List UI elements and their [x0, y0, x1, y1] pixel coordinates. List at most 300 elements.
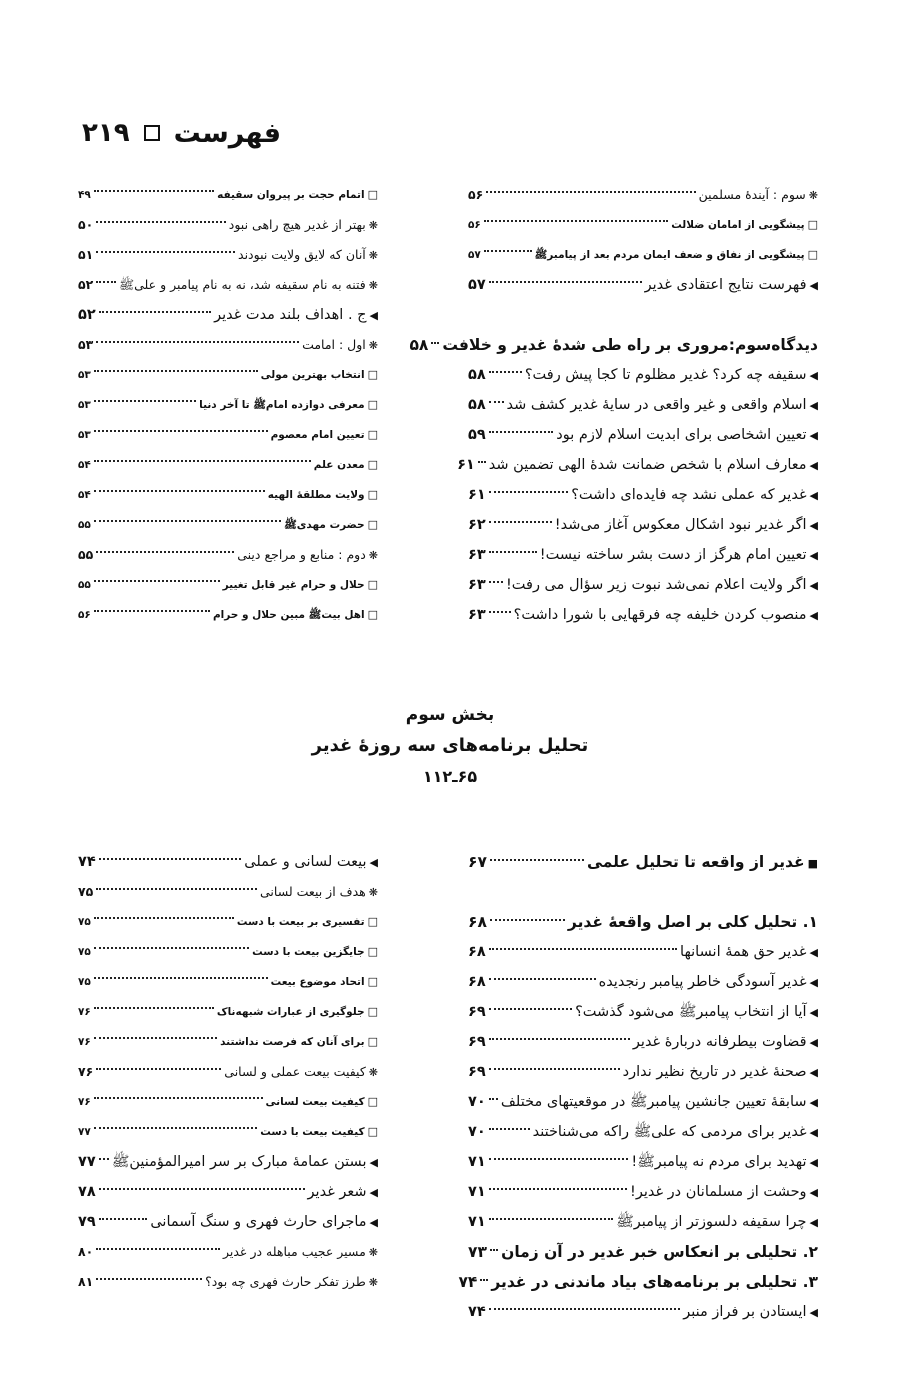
toc-entry [78, 1147, 378, 1177]
toc-entry [78, 450, 378, 480]
toc-entry [468, 1297, 818, 1327]
bullet-icon: ◀ [809, 1156, 818, 1169]
toc-entry-title: انتخاب بهترین مولی [260, 369, 365, 381]
toc-entry-title: صحنۀ غدیر در تاریخ نظیر ندارد [622, 1064, 807, 1080]
toc-entry [78, 210, 378, 240]
bullet-icon: ◀ [809, 279, 818, 292]
toc-entry-page: ۶۹ [468, 1034, 486, 1050]
toc-entry-page: ۶۱ [457, 457, 475, 473]
toc-entry-page: ۷۱ [468, 1154, 486, 1170]
section-heading [0, 700, 900, 792]
bullet-icon: ◀ [809, 549, 818, 562]
bullet-icon: ◀ [809, 609, 818, 622]
dot-leader [96, 551, 234, 553]
toc-entry-page: ۵۸ [468, 367, 486, 383]
toc-entry [78, 540, 378, 570]
dot-leader [480, 1279, 488, 1281]
dot-leader [94, 1127, 257, 1129]
toc-entry-page: ۷۹ [78, 1214, 96, 1230]
bullet-icon: ◀ [369, 856, 378, 869]
toc-entry-page: ۷۶ [78, 1006, 91, 1018]
bullet-icon: ◀ [809, 459, 818, 472]
toc-entry-title: اول : امامت [302, 337, 366, 352]
dot-leader [484, 250, 532, 252]
toc-entry [458, 1267, 818, 1297]
toc-entry-title: تعیین اشخاصی برای ابدیت اسلام لازم بود [556, 427, 807, 443]
bullet-icon: ◀ [809, 399, 818, 412]
bullet-icon: ◀ [369, 309, 378, 322]
dot-leader [490, 1249, 498, 1251]
toc-entry [78, 480, 378, 510]
toc-entry-page: ۴۹ [78, 189, 91, 201]
bullet-icon: ◀ [809, 1126, 818, 1139]
toc-entry-page: ۷۴ [78, 854, 96, 870]
toc-entry-title: ایستادن بر فراز منبر [683, 1304, 807, 1320]
section-label: بخش سوم [405, 705, 495, 725]
bullet-icon: ◀ [809, 1186, 818, 1199]
toc-entry-title: ماجرای حارث فهری و سنگ آسمانی [150, 1214, 367, 1230]
toc-entry [468, 480, 818, 510]
toc-entry-title: دیدگاه‌سوم:مروری بر راه طی شدۀ غدیر و خلافت [442, 336, 818, 354]
toc-entry [468, 907, 818, 937]
toc-entry-page: ۵۷ [468, 277, 486, 293]
bullet-icon: □ [367, 398, 378, 411]
toc-entry [468, 180, 818, 210]
toc-entry-page: ۷۶ [78, 1096, 91, 1108]
dot-leader [489, 1218, 614, 1220]
toc-entry-page: ۵۳ [78, 399, 91, 411]
toc-entry-page: ۵۳ [78, 429, 91, 441]
dot-leader [478, 461, 486, 463]
toc-entry [468, 1027, 818, 1057]
toc-entry-title: کیفیت بیعت عملی و لسانی [224, 1064, 366, 1079]
dot-leader [99, 1158, 109, 1160]
toc-entry-title: اتحاد موضوع بیعت [270, 976, 365, 988]
toc-entry [78, 907, 378, 937]
dot-leader [94, 430, 268, 432]
toc-entry [468, 210, 818, 240]
dot-leader [96, 221, 226, 223]
bullet-icon: □ [367, 578, 378, 591]
bullet-icon: □ [367, 1035, 378, 1048]
toc-entry [468, 847, 818, 877]
toc-entry-title: بیعت لسانی و عملی [244, 854, 367, 870]
bullet-icon: ❋ [368, 1066, 378, 1079]
bullet-icon: ◀ [809, 976, 818, 989]
toc-entry-page: ۵۷ [468, 249, 481, 261]
toc-entry [78, 967, 378, 997]
toc-entry [78, 420, 378, 450]
dot-leader [94, 580, 220, 582]
bullet-icon: □ [367, 975, 378, 988]
square-ornament-icon [144, 125, 160, 141]
dot-leader [489, 581, 503, 583]
toc-entry [78, 270, 378, 300]
toc-entry-title: اسلام واقعی و غیر واقعی در سایۀ غدیر کشف شد [506, 397, 807, 413]
toc-entry [78, 180, 378, 210]
toc-entry-title: حلال و حرام غیر قابل تغییر [222, 579, 365, 591]
toc-entry-title: اگر ولایت اعلام نمی‌شد نبوت زیر سؤال می رفت! [505, 577, 807, 593]
toc-entry [468, 997, 818, 1027]
toc-bottom-left-column [78, 847, 378, 1297]
section-page-range: ۶۵ـ۱۱۲ [422, 767, 478, 786]
toc-entry-title: شعر غدیر [307, 1184, 367, 1200]
toc-entry-title: پیشگویی از نفاق و ضعف ایمان مردم بعد از پیامبرﷺ [534, 249, 805, 261]
dot-leader [96, 251, 235, 253]
toc-entry [468, 937, 818, 967]
bullet-icon: ◀ [809, 519, 818, 532]
dot-leader [96, 341, 299, 343]
toc-entry-page: ۶۹ [468, 1004, 486, 1020]
toc-entry [468, 510, 818, 540]
toc-entry-page: ۷۳ [468, 1243, 487, 1261]
dot-leader [96, 1068, 221, 1070]
dot-leader [96, 1278, 202, 1280]
bullet-icon: ◀ [809, 1096, 818, 1109]
toc-bottom-right-column [458, 847, 818, 1327]
toc-entry-page: ۷۱ [468, 1214, 486, 1230]
dot-leader [489, 1008, 572, 1010]
dot-leader [94, 947, 249, 949]
toc-entry-page: ۷۴ [458, 1273, 478, 1291]
toc-entry-title: برای آنان که فرصت نداشتند [220, 1036, 365, 1048]
toc-entry-title: آنان که لایق ولایت نبودند [238, 247, 366, 262]
toc-entry-page: ۷۱ [468, 1184, 486, 1200]
dot-leader [94, 370, 258, 372]
bullet-icon: □ [367, 1095, 378, 1108]
bullet-icon: □ [367, 488, 378, 501]
toc-entry-title: اتمام حجت بر پیروان سقیفه [217, 189, 365, 201]
toc-entry-page: ۷۵ [78, 946, 91, 958]
toc-entry-page: ۶۲ [468, 517, 486, 533]
bullet-icon: ■ [807, 857, 818, 870]
dot-leader [96, 1248, 220, 1250]
toc-entry [409, 330, 818, 360]
toc-entry-title: معرفی دوازده امامﷺ تا آخر دنیا [199, 399, 365, 411]
toc-entry [468, 1087, 818, 1117]
dot-leader [490, 859, 584, 861]
toc-entry-page: ۵۵ [78, 519, 91, 531]
toc-entry [78, 1027, 378, 1057]
toc-entry-title: سوم : آیندۀ مسلمین [698, 187, 806, 202]
toc-entry-page: ۵۰ [78, 217, 94, 232]
toc-entry-page: ۷۸ [78, 1184, 96, 1200]
toc-entry-page: ۵۶ [78, 609, 91, 621]
section-title: تحلیل برنامه‌های سه روزۀ غدیر [311, 735, 589, 756]
dot-leader [94, 190, 214, 192]
bullet-icon: ❋ [368, 886, 378, 899]
toc-entry-page: ۷۶ [78, 1036, 91, 1048]
toc-entry-title: هدف از بیعت لسانی [260, 884, 366, 899]
bullet-icon: ❋ [368, 279, 378, 292]
toc-entry [78, 937, 378, 967]
toc-entry [78, 847, 378, 877]
toc-entry-title: سقیفه چه کرد؟ غدیر مظلوم تا کجا پیش رفت؟ [524, 367, 807, 383]
dot-leader [489, 1098, 498, 1100]
bullet-icon: □ [367, 1125, 378, 1138]
dot-leader [94, 610, 210, 612]
bullet-icon: □ [807, 218, 818, 231]
toc-entry-title: فتنه به نام سقیفه شد، نه به نام پیامبر و علیﷺ [118, 277, 366, 292]
toc-entry-page: ۷۵ [78, 976, 91, 988]
toc-entry-page: ۶۸ [468, 944, 486, 960]
toc-entry-page: ۸۰ [78, 1244, 94, 1259]
toc-top-left-column [78, 180, 378, 630]
toc-entry-title: تعیین امام هرگز از دست بشر ساخته نیست! [539, 547, 807, 563]
dot-leader [489, 431, 554, 433]
bullet-icon: □ [807, 248, 818, 261]
bullet-icon: □ [367, 518, 378, 531]
dot-leader [489, 1068, 620, 1070]
toc-entry-title: غدیر آسودگی خاطر پیامبر رنجدیده [598, 974, 807, 990]
dot-leader [96, 281, 116, 283]
toc-entry [468, 420, 818, 450]
toc-entry-title: منصوب کردن خلیفه چه فرقهایی با شورا داشت؟ [513, 607, 807, 623]
toc-spacer [468, 877, 818, 907]
toc-entry [78, 1057, 378, 1087]
bullet-icon: ❋ [368, 249, 378, 262]
bullet-icon: □ [367, 915, 378, 928]
toc-entry-page: ۶۸ [468, 974, 486, 990]
toc-entry-title: تعیین امام معصوم [270, 429, 365, 441]
dot-leader [94, 1097, 263, 1099]
toc-entry-page: ۵۳ [78, 337, 94, 352]
toc-entry-page: ۶۱ [468, 487, 486, 503]
running-header [82, 116, 281, 150]
toc-entry [468, 1237, 818, 1267]
toc-entry-page: ۵۶ [468, 187, 484, 202]
toc-entry-page: ۵۵ [78, 547, 94, 562]
toc-entry-title: جلوگیری از عبارات شبهه‌ناک [216, 1006, 365, 1018]
toc-entry-title: معدن علم [313, 459, 365, 471]
toc-entry-title: اهل بیتﷺ مبین حلال و حرام [212, 609, 365, 621]
toc-entry [78, 240, 378, 270]
toc-entry-title: ولایت مطلقۀ الهیه [267, 489, 365, 501]
toc-entry-title: طرز تفکر حارث فهری چه بود؟ [205, 1274, 366, 1289]
toc-entry-page: ۷۶ [78, 1064, 94, 1079]
bullet-icon: □ [367, 945, 378, 958]
bullet-icon: □ [367, 188, 378, 201]
dot-leader [486, 191, 695, 193]
toc-entry-page: ۵۸ [468, 397, 486, 413]
bullet-icon: ◀ [809, 1306, 818, 1319]
toc-entry-title: بهتر از غدیر هیچ راهی نبود [228, 217, 366, 232]
toc-entry-title: کیفیت بیعت با دست [260, 1126, 365, 1138]
dot-leader [94, 977, 268, 979]
toc-entry-title: آیا از انتخاب پیامبرﷺ می‌شود گذشت؟ [575, 1004, 807, 1020]
toc-entry-title: ۲. تحلیلی بر انعکاس خبر غدیر در آن زمان [501, 1243, 818, 1261]
toc-entry-page: ۵۶ [468, 219, 481, 231]
bullet-icon: ❋ [368, 339, 378, 352]
toc-entry [468, 600, 818, 630]
toc-entry [78, 600, 378, 630]
bullet-icon: ◀ [809, 1066, 818, 1079]
toc-entry [78, 510, 378, 540]
dot-leader [94, 460, 311, 462]
toc-entry-page: ۵۱ [78, 247, 94, 262]
dot-leader [489, 1158, 629, 1160]
toc-entry [468, 1117, 818, 1147]
toc-entry-page: ۵۳ [78, 369, 91, 381]
bullet-icon: ❋ [368, 1276, 378, 1289]
dot-leader [489, 281, 642, 283]
toc-entry [468, 360, 818, 390]
toc-entry [468, 967, 818, 997]
toc-entry-title: غدیر که عملی نشد چه فایده‌ای داشت؟ [571, 487, 807, 503]
bullet-icon: ◀ [809, 1036, 818, 1049]
bullet-icon: ◀ [809, 489, 818, 502]
toc-entry-page: ۶۷ [468, 853, 487, 871]
toc-entry-page: ۶۳ [468, 547, 486, 563]
bullet-icon: □ [367, 428, 378, 441]
toc-top-right-column [409, 180, 818, 630]
toc-entry-page: ۵۴ [78, 489, 91, 501]
toc-entry-title: بستن عمامۀ مبارک بر سر امیرالمؤمنینﷺ [111, 1154, 367, 1170]
dot-leader [431, 342, 439, 344]
dot-leader [489, 1308, 681, 1310]
toc-entry-title: معارف اسلام با شخص ضمانت شدۀ الهی تضمین شد [488, 457, 807, 473]
dot-leader [94, 490, 265, 492]
toc-entry [78, 300, 378, 330]
toc-entry [78, 570, 378, 600]
toc-entry-page: ۷۷ [78, 1126, 91, 1138]
toc-entry-title: حضرت مهدیﷺ [284, 519, 365, 531]
bullet-icon: ◀ [809, 1216, 818, 1229]
toc-spacer [468, 300, 818, 330]
dot-leader [489, 1128, 530, 1130]
bullet-icon: ❋ [368, 1246, 378, 1259]
toc-entry-title: اگر غدیر نبود اشکال معکوس آغاز می‌شد! [554, 517, 807, 533]
toc-entry [468, 390, 818, 420]
dot-leader [489, 948, 677, 950]
toc-entry [78, 1177, 378, 1207]
toc-entry [78, 1087, 378, 1117]
toc-entry-title: قضاوت بیطرفانه دربارۀ غدیر [632, 1034, 807, 1050]
toc-entry [78, 1117, 378, 1147]
toc-entry [78, 1207, 378, 1237]
bullet-icon: ◀ [809, 429, 818, 442]
bullet-icon: □ [367, 458, 378, 471]
toc-entry-page: ۶۳ [468, 577, 486, 593]
toc-entry-page: ۵۴ [78, 459, 91, 471]
toc-entry-title: ۳. تحلیلی بر برنامه‌های بیاد ماندنی در غدیر [491, 1273, 818, 1291]
bullet-icon: ◀ [369, 1216, 378, 1229]
dot-leader [489, 611, 511, 613]
toc-entry-title: تفسیری بر بیعت با دست [236, 916, 365, 928]
toc-entry-title: غدیر از واقعه تا تحلیل علمی [587, 853, 805, 871]
toc-entry-page: ۶۸ [468, 913, 487, 931]
bullet-icon: ◀ [809, 1006, 818, 1019]
toc-entry [457, 450, 818, 480]
toc-entry-title: جایگزین بیعت با دست [252, 946, 365, 958]
toc-entry-title: فهرست نتایج اعتقادی غدیر [644, 277, 807, 293]
toc-entry [468, 1207, 818, 1237]
dot-leader [489, 551, 537, 553]
dot-leader [489, 491, 568, 493]
dot-leader [489, 521, 552, 523]
toc-entry [468, 570, 818, 600]
toc-entry-title: پیشگویی از امامان ضلالت [671, 219, 805, 231]
toc-entry-page: ۵۵ [78, 579, 91, 591]
toc-entry-title: چرا سقیفه دلسوزتر از پیامبرﷺ [616, 1214, 807, 1230]
toc-entry-page: ۶۳ [468, 607, 486, 623]
dot-leader [94, 917, 234, 919]
toc-entry-title: غدیر برای مردمی که علیﷺ راکه می‌شناختند [532, 1124, 807, 1140]
toc-entry [78, 360, 378, 390]
dot-leader [94, 1007, 214, 1009]
toc-entry-page: ۸۱ [78, 1274, 94, 1289]
toc-entry [78, 1267, 378, 1297]
toc-entry-page: ۷۵ [78, 884, 94, 899]
toc-entry-page: ۵۲ [78, 277, 94, 292]
dot-leader [489, 1188, 627, 1190]
bullet-icon: ◀ [809, 369, 818, 382]
dot-leader [99, 858, 242, 860]
toc-entry-page: ۶۹ [468, 1064, 486, 1080]
toc-entry [468, 270, 818, 300]
toc-entry-title: غدیر حق همۀ انسانها [680, 944, 807, 960]
bullet-icon: ◀ [369, 1186, 378, 1199]
toc-entry [78, 877, 378, 907]
dot-leader [489, 978, 596, 980]
dot-leader [99, 1218, 148, 1220]
toc-entry-page: ۷۴ [468, 1304, 486, 1320]
bullet-icon: ◀ [809, 579, 818, 592]
toc-entry-page: ۷۰ [468, 1094, 486, 1110]
dot-leader [94, 400, 196, 402]
dot-leader [489, 401, 504, 403]
toc-entry-page: ۷۰ [468, 1124, 486, 1140]
bullet-icon: □ [367, 368, 378, 381]
dot-leader [96, 888, 257, 890]
dot-leader [489, 1038, 630, 1040]
toc-entry-title: سابقۀ تعیین جانشین پیامبرﷺ در موقعیتهای مختلف [500, 1094, 807, 1110]
toc-entry [468, 1147, 818, 1177]
bullet-icon: □ [367, 608, 378, 621]
toc-entry [468, 1057, 818, 1087]
toc-entry [468, 1177, 818, 1207]
dot-leader [490, 919, 565, 921]
dot-leader [489, 371, 522, 373]
toc-entry-title: تهدید برای مردم نه پیامبرﷺ! [631, 1154, 807, 1170]
dot-leader [99, 1188, 305, 1190]
bullet-icon: ❋ [368, 549, 378, 562]
bullet-icon: ❋ [808, 189, 818, 202]
header-title: فهرست [173, 117, 282, 149]
toc-entry-title: دوم : منابع و مراجع دینی [237, 547, 366, 562]
page-number: ۲۱۹ [82, 118, 130, 148]
toc-entry-title: وحشت از مسلمانان در غدیر! [630, 1184, 807, 1200]
bullet-icon: ◀ [809, 946, 818, 959]
dot-leader [94, 1037, 217, 1039]
toc-entry [468, 540, 818, 570]
toc-entry-page: ۵۹ [468, 427, 486, 443]
toc-entry [78, 390, 378, 420]
dot-leader [99, 311, 211, 313]
dot-leader [94, 520, 281, 522]
toc-entry-page: ۵۸ [409, 336, 429, 354]
toc-entry [78, 330, 378, 360]
toc-entry-page: ۷۷ [78, 1154, 96, 1170]
toc-entry-page: ۷۵ [78, 916, 91, 928]
toc-entry-page: ۵۲ [78, 307, 96, 323]
toc-entry [78, 1237, 378, 1267]
toc-entry-title: ج . اهداف بلند مدت غدیر [214, 307, 367, 323]
bullet-icon: ❋ [368, 219, 378, 232]
dot-leader [484, 220, 668, 222]
bullet-icon: □ [367, 1005, 378, 1018]
toc-entry-title: مسیر عجیب مباهله در غدیر [223, 1244, 366, 1259]
